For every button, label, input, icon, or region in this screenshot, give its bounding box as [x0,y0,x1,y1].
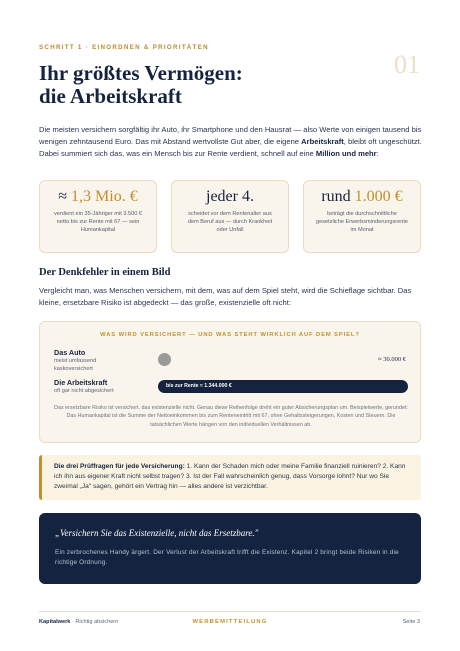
work-sub: oft gar nicht abgesichert [54,388,114,394]
title-line-1: Ihr größtes Vermögen: [39,61,243,85]
stat-prefix: rund [321,188,355,205]
intro-bold-1: Arbeitskraft [301,137,344,146]
auto-value-bar [158,353,171,366]
stat-value [40,188,156,206]
stat-value [304,188,420,206]
callout-body: 1. Kann der Schaden mich oder meine Familie finanziell ruinieren? 2. Kann ich ihn aus eigener Kraft nicht selbst tragen? 3. Ist der Fall wahrscheinlich genug, dass Vorsorge lohnt? Nur wo Sie zweimal „Ja" sagen, gehört ein Vertrag hin — alles andere ist verzichtbar. [54,463,406,491]
page-number: 01 [394,50,420,79]
brand-name: Kapitalwerk [39,619,71,625]
auto-sub-1: meist umfassend [54,358,97,364]
intro-text-1: Die meisten versichern sorgfältig ihr Auto, ihr Smartphone und den Hausrat — also Werte von einigen tausend bis wenigen zehntausend Euro. Das mit Abstand wertvollste Gut aber, die eigene [39,125,422,146]
callout-text [54,462,414,493]
quote-headline: „Versichern Sie das Existenzielle, nicht das Ersetzbare." [55,528,259,538]
comparison-note: Das ersetzbare Risiko ist versichert, das existenzielle nicht. Genau diese Reihenfolge dreht ein guter Absicherungsplan um. Beispielwerte, gerundet: Das Humankapital ist die Summe der Nettoeinkommen bis zum Renteneintritt mit 67, ohne Gehaltssteigerungen, Kosten und Steuern. Die tatsächlichen Werte hängen von den individuellen Verhältnissen ab. [54,405,408,428]
title-line-2: die Arbeitskraft [39,84,182,108]
work-label: Die Arbeitskraft [54,378,108,387]
stat-card-humankapital [39,180,157,253]
stat-value [172,188,288,206]
stat-card-berufsausstieg [171,180,289,253]
work-bar-label: bis zur Rente ≈ 1.344.000 € [166,383,232,389]
footer-divider [39,611,421,612]
quote-text: Ein zerbrochenes Handy ärgert. Der Verlust der Arbeitskraft trifft die Existenz. Kapitel 2 bringt beide Risiken in die richtige Ordnung. [55,549,399,567]
work-value-bar [158,380,408,393]
intro-text-2: , bleibt oft ungeschützt. Dabei summiert sich das, was ein Mensch bis zur Rente verdient, schnell auf eine [39,137,422,158]
intro-paragraph [39,124,424,160]
stat-number: jeder 4. [206,188,254,205]
footer-label: WERBEMITTEILUNG [192,619,268,625]
step-label: SCHRITT 1 · EINORDNEN & PRIORITÄTEN [39,44,209,51]
comparison-box [39,321,421,443]
page-title [39,62,369,108]
auto-sub-2: kaskoversichert [54,366,93,372]
footer-page: Seite 3 [402,619,420,625]
section-paragraph: Vergleicht man, was Menschen versichern, mit dem, was auf dem Spiel steht, wird die Schieflage sichtbar. Das kleine, ersetzbare Risiko ist abgedeckt — das große, existenzielle oft nicht: [39,286,412,307]
auto-value: ≈ 30.000 € [378,356,406,363]
auto-label: Das Auto [54,348,86,357]
intro-text-3: : [376,149,379,158]
stat-description: beträgt die durchschnittliche gesetzliche Erwerbsminderungsrente im Monat [315,211,409,234]
comparison-heading: WAS WIRD VERSICHERT — UND WAS STEHT WIRKLICH AUF DEM SPIEL? [100,332,360,338]
section-heading: Der Denkfehler in einem Bild [39,267,171,278]
brand-subtitle: · Richtig absichern [70,619,119,625]
callout-bold: Die drei Prüffragen für jede Versicherung: [54,463,185,470]
stat-number: 1,3 Mio. € [71,188,138,205]
check-questions-callout [39,455,421,500]
quote-box [39,513,421,584]
intro-bold-2: Million und mehr [315,149,377,158]
stat-prefix: ≈ [58,188,72,205]
stat-description: verdient ein 35-Jähriger mit 3.500 € netto bis zur Rente mit 67 — sein Humankapital [54,211,142,234]
stat-description: scheidet vor dem Rentenalter aus dem Beruf aus — durch Krankheit oder Unfall [187,211,273,234]
stat-card-erwerbsminderungsrente [303,180,421,253]
stat-number: 1.000 € [354,188,403,205]
